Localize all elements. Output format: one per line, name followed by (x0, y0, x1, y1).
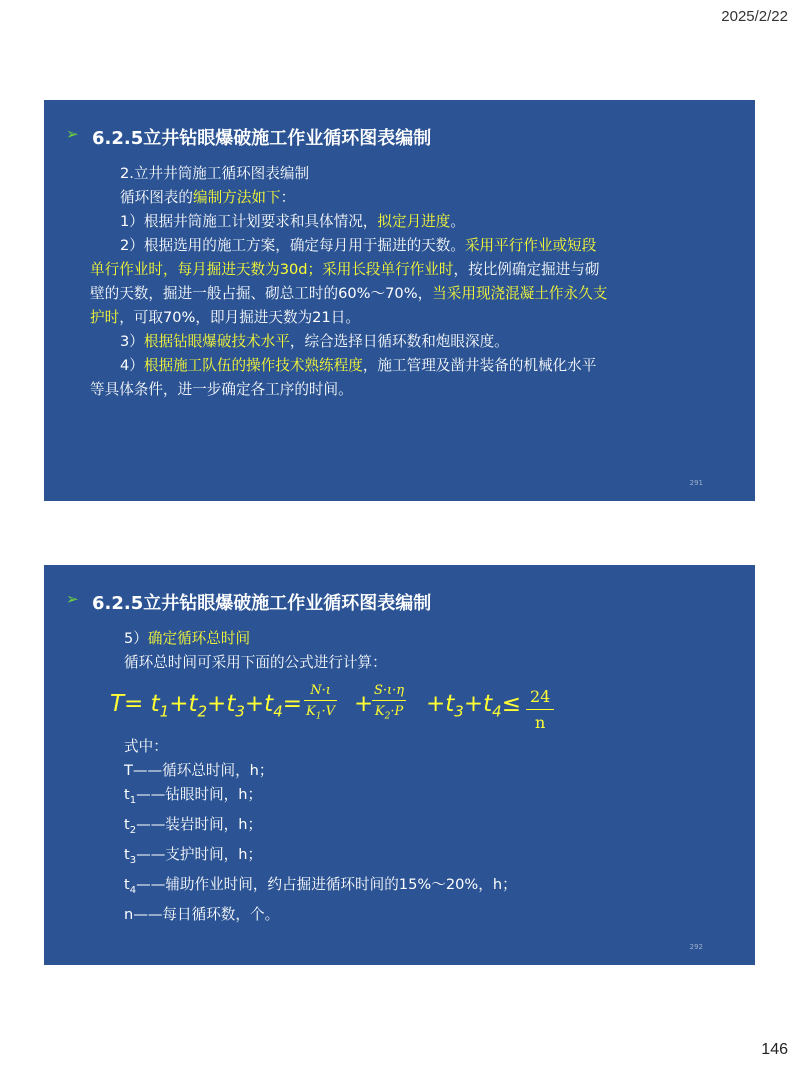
def-t: T——循环总时间，h； (124, 762, 274, 779)
slide-intro (124, 627, 387, 675)
title-text: 6.2.5立井钻眼爆破施工作业循环图表编制 (92, 593, 432, 614)
line-step-2: 2）根据选用的施工方案，确定每月用于掘进的天数。采用平行作业或短段单行作业时，每月掘进天数为30d；采用长段单行作业时，按比例确定掘进与砌壁的天数，掘进一般占掘、砌总工时的60%～70%，当采用现浇混凝土作永久支护时，可取70%，即月掘进天数为21日。 (90, 237, 608, 326)
formula-plus: + (354, 691, 374, 717)
slide-title (66, 124, 432, 150)
def-t3: $t_3——$支护时间，h； (124, 845, 263, 866)
page-number: 146 (761, 1041, 788, 1058)
def-n: n——每日循环数，个。 (124, 905, 280, 923)
formula-tail: $+t_3+t_4\le$ (426, 691, 521, 721)
fraction-loading: $\frac{S\cdot\iota\cdot\eta}{K_2\cdot P}$ (374, 683, 405, 722)
slide-number: 291 (689, 479, 703, 487)
line-step-4: 4）根据施工队伍的操作技术熟练程度，施工管理及凿井装备的机械化水平等具体条件，进一步确定各工序的时间。 (90, 357, 597, 398)
slide-number: 292 (689, 943, 703, 951)
line-step-5: 5）确定循环总时间 (124, 630, 251, 647)
formula-lhs: $T= t_1+t_2+t_3+t_4=$ (110, 691, 303, 721)
def-t2: $t_2——$装岩时间，h； (124, 815, 263, 836)
line-step-3: 3）根据钻眼爆破技术水平，综合选择日循环数和炮眼深度。 (120, 333, 509, 350)
fraction-drilling: $\frac{N\cdot\iota}{K_1\cdot V}$ (306, 683, 335, 722)
print-date: 2025/2/22 (721, 8, 788, 25)
arrow-bullet-icon: ➢ (66, 590, 79, 608)
def-t4: $t_4——$辅助作业时间，约占掘进循环时间的15%～20%，h； (124, 875, 517, 896)
slide-291 (44, 100, 755, 501)
line-method-intro: 循环图表的编制方法如下： (120, 189, 296, 206)
slide-title (66, 589, 432, 615)
fraction-daily-limit: $\frac{24}{n}$ (526, 687, 554, 732)
symbol-definitions (124, 735, 684, 927)
title-text: 6.2.5立井钻眼爆破施工作业循环图表编制 (92, 128, 432, 149)
line-step-1: 1）根据井筒施工计划要求和具体情况，拟定月进度。 (120, 213, 465, 230)
def-t1: $t_1——$钻眼时间，h； (124, 786, 263, 806)
line-formula-intro: 循环总时间可采用下面的公式进行计算： (124, 654, 387, 671)
arrow-bullet-icon: ➢ (66, 125, 79, 143)
cycle-time-formula (110, 681, 610, 737)
slide-body (90, 162, 610, 402)
defs-intro: 式中： (124, 738, 168, 755)
line-subtitle: 2.立井井筒施工循环图表编制 (120, 165, 310, 182)
slide-292 (44, 565, 755, 965)
